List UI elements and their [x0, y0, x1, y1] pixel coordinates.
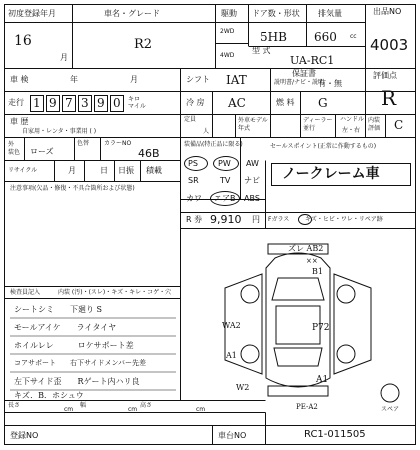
displacement-cc-unit: cc [350, 33, 357, 40]
score-label: 評価点 [373, 71, 397, 80]
door-shape: 5HB [260, 30, 287, 44]
shift-value: IAT [226, 73, 247, 87]
inspection-year-unit: 年 [70, 75, 78, 84]
diagram-top-note: ズレ AB2 [288, 244, 324, 253]
inspector-note-6: キズ．B．ホシュウ [14, 391, 84, 400]
mileage-digit-6: 0 [113, 96, 121, 110]
equipment-leather: カワ [186, 194, 202, 203]
fuel-value: G [318, 96, 328, 110]
ac-label: 冷 房 [186, 98, 205, 107]
color-code: 46B [138, 147, 160, 160]
diagram-mark-b1: B1 [312, 267, 323, 276]
equipment-pw-circle [213, 156, 239, 171]
exterior-color-value: ローズ [30, 147, 54, 156]
spare-tire-label: スペア [381, 406, 400, 413]
exterior-color-label: 外 装色 [8, 141, 21, 156]
inspector-title: 検査員記入 [10, 289, 41, 296]
interior-score: C [394, 118, 404, 132]
inspector-note-3: ホイルレレ ロケサポート差 [14, 341, 134, 350]
dealer-label: ディーラー 並行 [303, 117, 333, 132]
inspector-categories: 内装 (汚)・(スレ)・キズ・キレ・コゲ・穴 [58, 289, 172, 296]
height-label: 高さ [140, 402, 153, 409]
car-name: R2 [134, 37, 153, 52]
recycle-label: リサイクル [8, 167, 38, 174]
warranty-subtext: 説明書/ナビ・説明 [274, 79, 325, 86]
mileage-digit-5: 9 [97, 96, 105, 110]
mileage-digit-1: 1 [33, 96, 41, 110]
equipment-sr: SR [188, 176, 199, 185]
diagram-mark-a1-left: A1 [226, 351, 237, 360]
first-registration-label: 初度登録年月 [8, 9, 56, 18]
deposit-label: 日振 [118, 166, 134, 175]
diagram-mark-wa2: WA2 [222, 321, 241, 330]
inspector-note-5: 左下サイド歪 Rゲート内ハリ良 [14, 377, 140, 386]
vehicle-type-options: 自家用・レンタ・事業用 ( ) [22, 128, 97, 135]
model-label: 型 式 [252, 46, 271, 55]
ac-value: AC [228, 96, 246, 110]
door-shape-label: ドア数・形状 [252, 9, 300, 18]
warranty-yes-no: 有・無 [318, 79, 342, 88]
width-unit: cm [128, 406, 138, 413]
capacity-unit: 人 [203, 128, 210, 135]
car-condition-diagram [180, 228, 415, 413]
chassis-number: RC1-011505 [304, 429, 366, 440]
import-model-label: 外車モデル 年式 [238, 117, 268, 132]
drive-2wd: 2WD [220, 28, 235, 35]
score-value: R [381, 86, 397, 110]
registration-number-label: 登録NO [10, 431, 39, 440]
fglass-options: キズ・ヒビ・ワレ・リペア跡 [305, 216, 383, 223]
first-registration-month-unit: 月 [60, 53, 68, 62]
inspection-month-unit: 月 [130, 75, 138, 84]
recycle-yen-unit: 円 [252, 215, 260, 224]
shipping-label: 積載 [146, 166, 162, 175]
color-change-label: 色替 [77, 140, 90, 147]
mileage-digit-4: 3 [81, 96, 89, 110]
displacement-value: 660 [314, 30, 337, 44]
equipment-ps: PS [188, 159, 198, 168]
diagram-mark-xx: ×× [306, 257, 318, 265]
shift-label: シフト [186, 75, 210, 84]
inspector-note-4: コアサポート 右下サイドメンバー先差 [14, 359, 146, 367]
inspector-note-2: モールアイケ ライタイヤ [14, 323, 117, 332]
height-unit: cm [196, 406, 206, 413]
first-registration-year: 16 [14, 33, 32, 49]
mileage-digit-3: 7 [65, 96, 73, 110]
fglass-label: Fガラス [268, 216, 290, 223]
interior-score-label: 内装 評価 [368, 117, 381, 132]
name-grade-label: 車名・グレード [104, 9, 160, 18]
no-claim-banner: ノークレーム車 [282, 166, 380, 182]
model-code: UA-RC1 [290, 54, 335, 67]
lot-number: 4003 [370, 36, 409, 54]
equipment-tv: TV [220, 176, 231, 185]
equipment-ps-circle [184, 156, 208, 171]
equipment-aw: AW [246, 159, 259, 168]
mileage-label: 走行 [8, 98, 24, 107]
chassis-number-label: 車台NO [218, 431, 247, 440]
equipment-airbag: エアB [214, 194, 236, 203]
handle-options: 左・右 [342, 127, 361, 134]
mileage-digit-2: 9 [49, 96, 57, 110]
diagram-mark-pe-a2: PE-A2 [296, 403, 318, 411]
equipment-airbag-circle [210, 191, 240, 206]
length-unit: cm [64, 406, 74, 413]
equipment-abs: ABS [244, 194, 260, 203]
equipment-pw: PW [218, 159, 231, 168]
fglass-circle [298, 214, 312, 225]
capacity-label: 定員 [184, 116, 197, 123]
vehicle-type-label: 車 歴 [10, 117, 29, 126]
sales-point-title: セールスポイント(正常に作動するもの) [270, 143, 377, 150]
diagram-mark-a1-rear: A1 [316, 375, 329, 385]
handle-label: ハンドル [340, 116, 365, 123]
recycle-day-label: 日 [100, 166, 108, 175]
drive-4wd: 4WD [220, 52, 235, 59]
equipment-title: 装備品(特正品に限る) [184, 141, 243, 148]
fuel-label: 燃 料 [276, 98, 295, 107]
inspector-note-1: シートシミ 下廻り S [14, 305, 103, 314]
warranty-label: 保証書 [292, 69, 316, 78]
length-label: 長さ [8, 402, 21, 409]
recycle-month-label: 月 [68, 166, 76, 175]
equipment-navi: ナビ [244, 176, 260, 185]
drive-label: 駆動 [221, 9, 237, 18]
recycle-ticket-label: R 券 [186, 215, 203, 224]
notes-title: 注意事項(欠品・修復・不具合箇所および状態) [10, 185, 135, 192]
recycle-amount: 9,910 [210, 213, 242, 226]
width-label: 幅 [80, 402, 87, 409]
color-code-label: カラーNO [104, 140, 132, 147]
inspection-label: 車 検 [10, 75, 29, 84]
diagram-mark-p72: P72 [312, 323, 330, 333]
displacement-label: 排気量 [318, 9, 342, 18]
mileage-unit: キロ マイル [128, 96, 146, 111]
diagram-mark-w2: W2 [236, 383, 250, 392]
lot-number-label: 出品NO [373, 7, 402, 16]
